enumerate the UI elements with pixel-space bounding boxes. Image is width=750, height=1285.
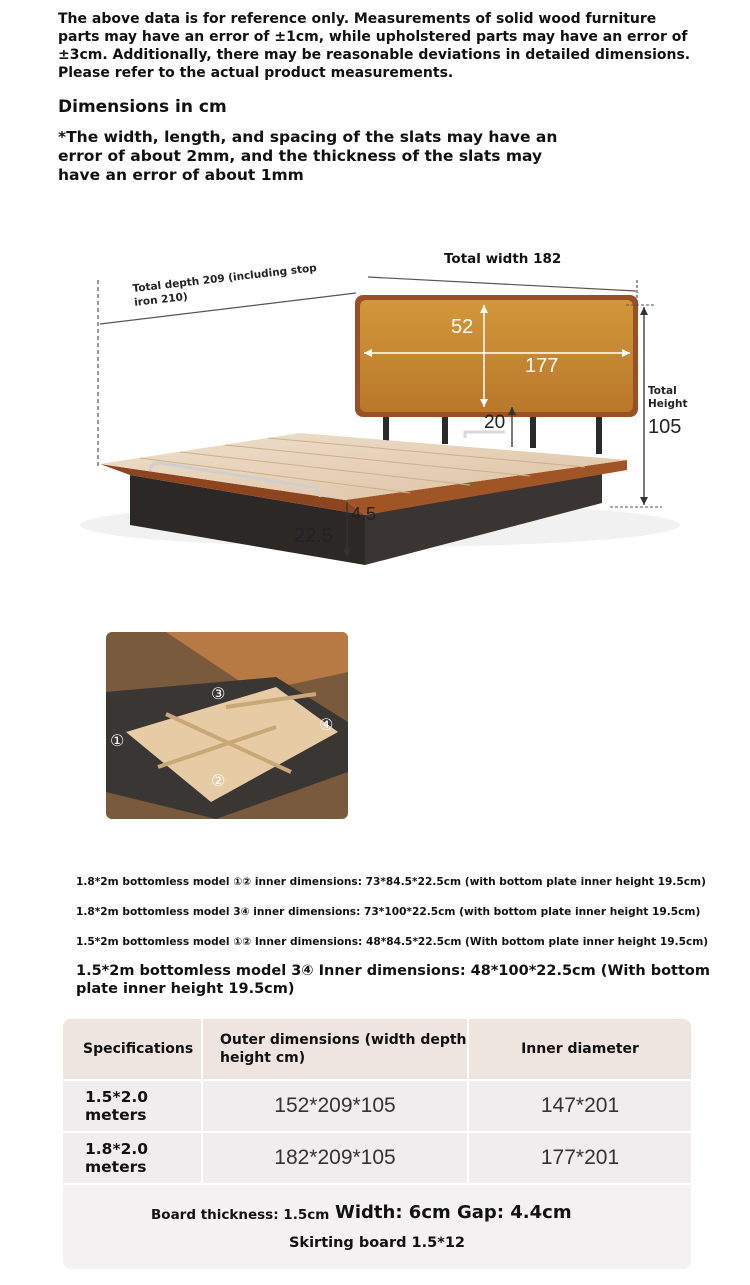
frame-thickness-value: 4.5 <box>351 504 377 524</box>
compartment-4-marker: ④ <box>319 715 334 734</box>
specification-table <box>63 1019 691 1269</box>
total-depth-label: Total depth 209 (including stop <box>131 262 318 295</box>
dimensions-title: Dimensions in cm <box>58 97 227 117</box>
base-height-value: 22.5 <box>294 525 333 547</box>
headboard-cushion <box>360 300 633 412</box>
table-footer <box>63 1185 691 1269</box>
total-height-label: Total <box>648 385 677 397</box>
spec-outer: 152*209*105 <box>203 1081 469 1131</box>
spec-size: 1.8*2.0 meters <box>63 1133 203 1183</box>
spec-inner: 177*201 <box>540 1146 620 1169</box>
inner-dimension-line: 1.5*2m bottomless model 3④ Inner dimensions: 48*100*22.5cm (With bottom plate inner height 19.5cm) <box>76 963 710 997</box>
spec-size: 1.5*2.0 meters <box>63 1081 203 1131</box>
table-row <box>63 1133 691 1185</box>
inner-dimension-line: 1.5*2m bottomless model ①② Inner dimensions: 48*84.5*22.5cm (With bottom plate inner height 19.5cm) <box>76 936 709 948</box>
compartment-1-marker: ① <box>110 731 125 750</box>
storage-compartment-photo <box>106 632 348 819</box>
spec-outer: 182*209*105 <box>203 1133 469 1183</box>
height-arrow-down <box>640 497 648 505</box>
total-height-value: 105 <box>648 416 682 438</box>
total-height-label-cont: Height <box>648 398 688 410</box>
inner-dimensions-list <box>76 876 716 1015</box>
storage-illustration <box>106 632 348 819</box>
slat-tolerance-note: *The width, length, and spacing of the slats may have an error of about 2mm, and the thickness of the slats may have an error of about 1mm <box>58 128 558 184</box>
compartment-3-marker: ③ <box>211 684 226 703</box>
total-depth-label-cont: iron 210) <box>133 290 189 309</box>
header-specifications: Specifications <box>63 1019 203 1079</box>
spec-inner: 147*201 <box>540 1094 620 1117</box>
board-thickness: Board thickness: 1.5cm <box>151 1207 330 1223</box>
leg-height-value: 20 <box>484 412 506 433</box>
width-dimension-line <box>368 277 636 291</box>
table-row <box>63 1081 691 1133</box>
slat-width-gap: Width: 6cm Gap: 4.4cm <box>335 1202 572 1223</box>
compartment-2-marker: ② <box>211 771 226 790</box>
headboard-height-value: 52 <box>451 316 474 338</box>
total-width-label: Total width 182 <box>444 251 562 267</box>
header-outer-dimensions: Outer dimensions (width depth height cm) <box>203 1019 469 1079</box>
header-inner-diameter: Inner diameter <box>521 1041 639 1057</box>
inner-dimension-line: 1.8*2m bottomless model ①② inner dimensions: 73*84.5*22.5cm (with bottom plate inner height 19.5cm) <box>76 876 706 888</box>
table-header-row <box>63 1019 691 1081</box>
bed-dimension-diagram <box>0 235 750 575</box>
headboard-width-value: 177 <box>525 355 559 377</box>
height-arrow-up <box>640 307 648 315</box>
inner-dimension-line: 1.8*2m bottomless model 3④ inner dimensions: 73*100*22.5cm (with bottom plate inner height 19.5cm) <box>76 906 701 918</box>
disclaimer-text: The above data is for reference only. Measurements of solid wood furniture parts may have an error of ±1cm, while upholstered parts may have an error of ±3cm. Additionally, there may be reasonable deviations in detailed dimensions. Please refer to the actual product measurements. <box>58 11 691 81</box>
skirting-board: Skirting board 1.5*12 <box>288 1235 465 1251</box>
